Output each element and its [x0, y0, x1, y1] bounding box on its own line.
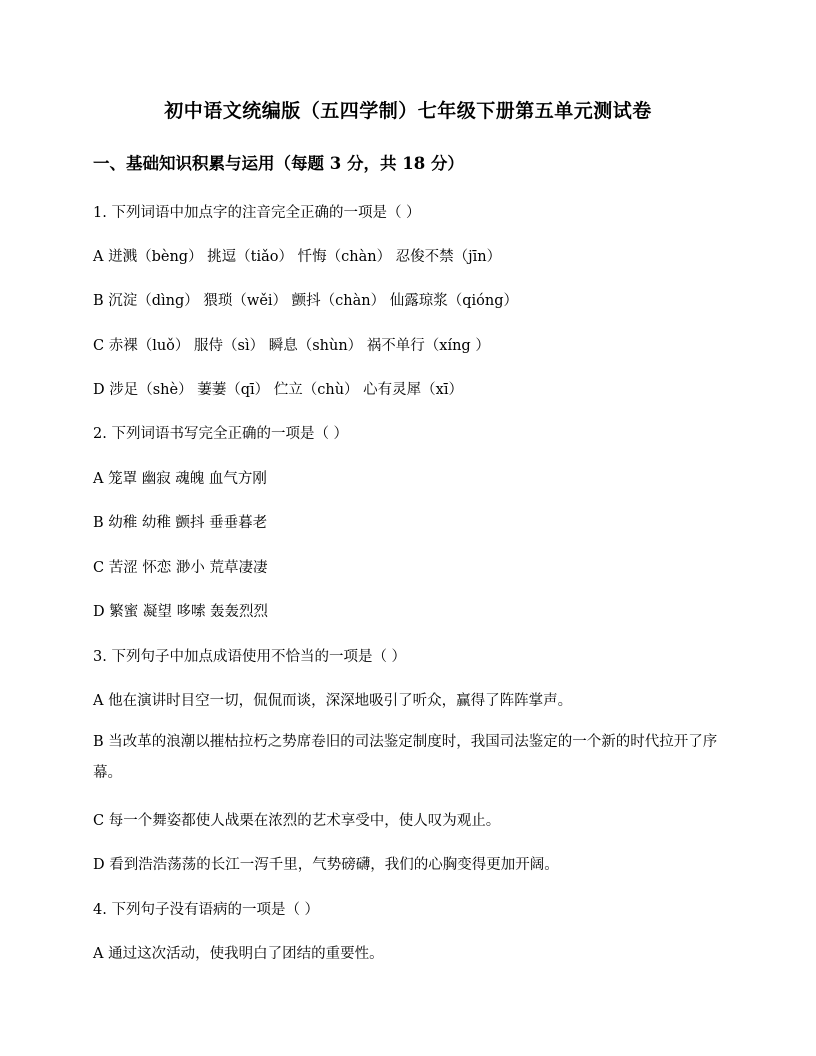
question-2-option-a: A 笼罩 幽寂 魂魄 血气方刚 [93, 471, 267, 487]
question-1-option-a: A 迸溅（bèng） 挑逗（tiǎo） 忏悔（chàn） 忍俊不禁（jīn） [93, 249, 502, 265]
question-3-option-b: B 当改革的浪潮以摧枯拉朽之势席卷旧的司法鉴定制度时，我国司法鉴定的一个新的时代拉开了序幕。 [93, 734, 718, 781]
question-1-option-b: B 沉淀（dìng） 猥琐（wěi） 颤抖（chàn） 仙露琼浆（qióng） [93, 293, 518, 309]
question-4-option-a: A 通过这次活动，使我明白了团结的重要性。 [93, 946, 384, 962]
question-2-option-d: D 繁蜜 凝望 哆嗦 轰轰烈烈 [93, 604, 269, 620]
question-1-option-d: D 涉足（shè） 萋萋（qī） 伫立（chù） 心有灵犀（xī） [93, 382, 463, 398]
question-2-stem: 2. 下列词语书写完全正确的一项是（ ） [93, 426, 349, 442]
question-3-option-a: A 他在演讲时目空一切，侃侃而谈，深深地吸引了听众，赢得了阵阵掌声。 [93, 693, 573, 709]
document-title: 初中语文统编版（五四学制）七年级下册第五单元测试卷 [164, 100, 652, 122]
question-4-stem: 4. 下列句子没有语病的一项是（ ） [93, 902, 320, 918]
question-3-stem: 3. 下列句子中加点成语使用不恰当的一项是（ ） [93, 649, 407, 665]
question-3-option-d: D 看到浩浩荡荡的长江一泻千里，气势磅礴，我们的心胸变得更加开阔。 [93, 857, 559, 873]
question-2-option-c: C 苦涩 怀恋 渺小 荒草凄凄 [93, 560, 268, 576]
section-heading: 一、基础知识积累与运用（每题 3 分，共 18 分） [93, 154, 464, 173]
question-1-stem: 1. 下列词语中加点字的注音完全正确的一项是（ ） [93, 205, 421, 221]
question-3-option-c: C 每一个舞姿都使人战栗在浓烈的艺术享受中，使人叹为观止。 [93, 813, 501, 829]
question-1-option-c: C 赤裸（luǒ） 服侍（sì） 瞬息（shùn） 祸不单行（xíng ） [93, 338, 490, 354]
question-2-option-b: B 幼稚 幼稚 颤抖 垂垂暮老 [93, 515, 268, 531]
